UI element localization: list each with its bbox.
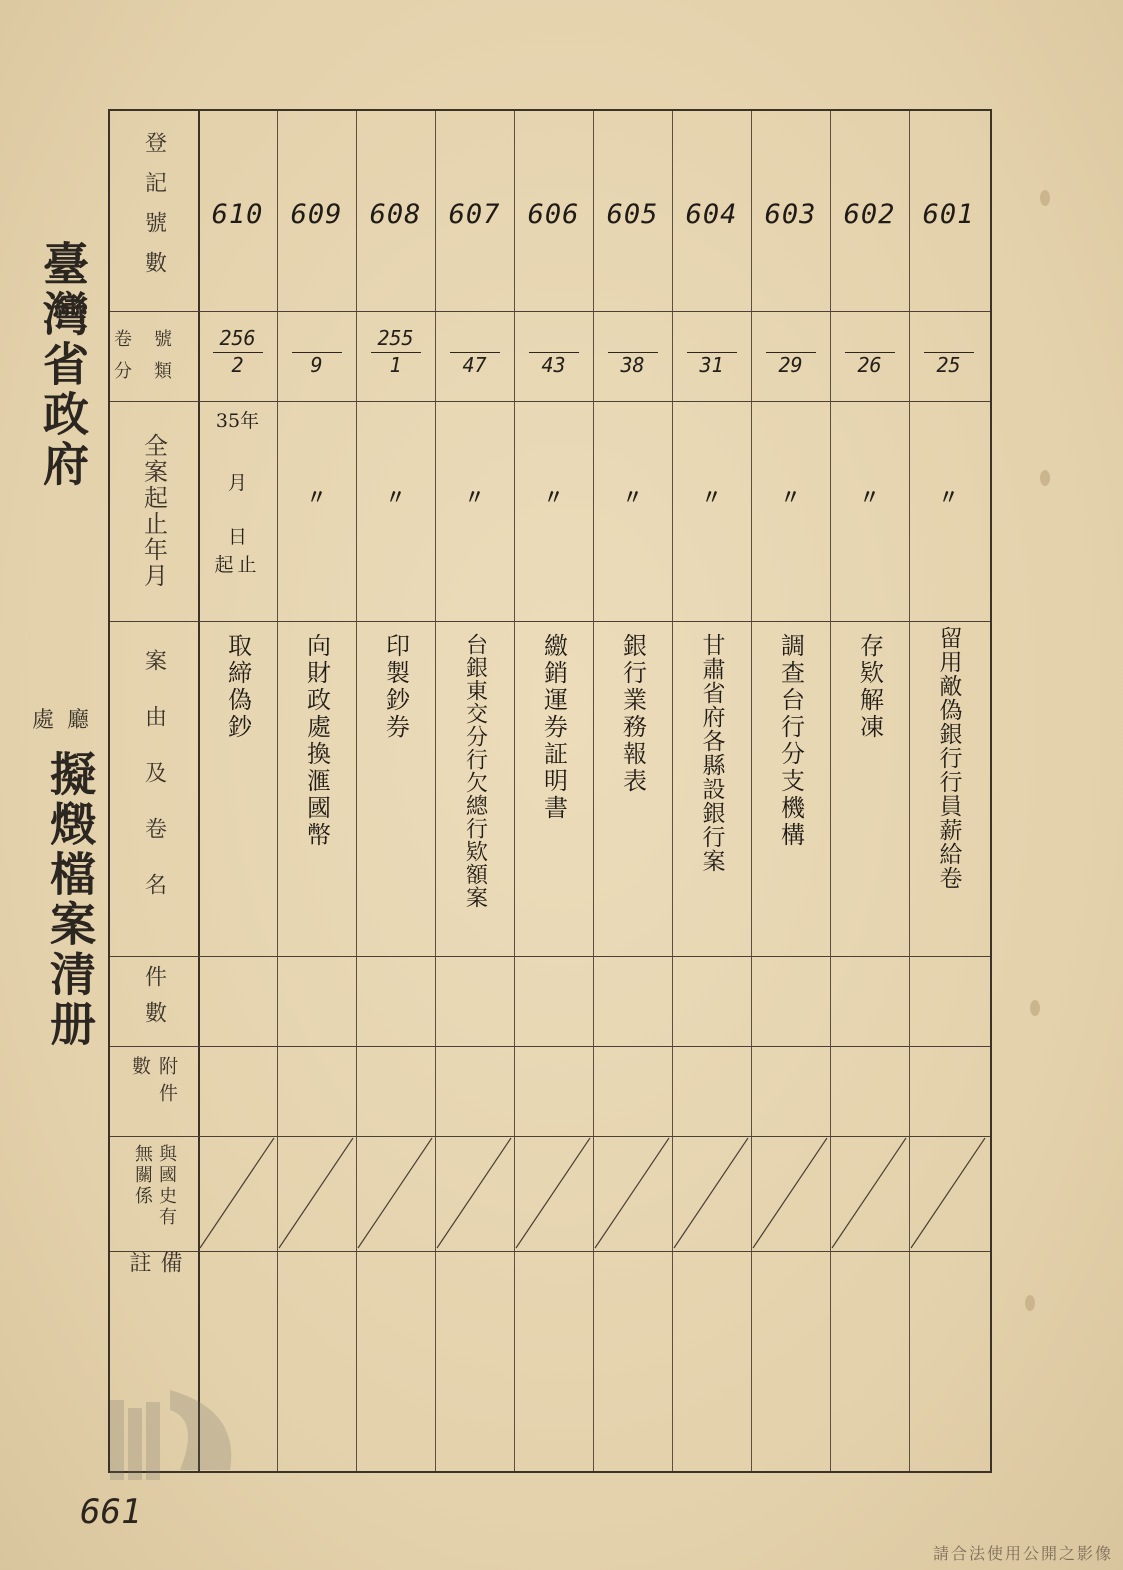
reg-number: 604 [685,199,738,230]
date-ditto: 〃 [938,485,959,509]
case-subject: 銀行業務報表 [618,633,647,795]
reg-number: 610 [211,199,264,230]
date-ditto: 〃 [543,485,564,509]
row-divider [110,311,990,312]
volume-number: 29 [751,326,830,377]
volume-number: 25 [909,326,988,377]
dept-labels [32,703,95,734]
reg-number: 606 [527,199,580,230]
register-table [108,109,992,1473]
date-ditto: 〃 [701,485,722,509]
usage-notice: 請合法使用公開之影像 [932,1544,1113,1563]
reg-number: 605 [606,199,659,230]
row-divider [110,1046,990,1047]
date-ditto: 〃 [622,485,643,509]
date-ditto: 〃 [464,485,485,509]
reg-number: 601 [922,199,975,230]
case-subject: 向財政處換滙國幣 [302,633,331,849]
header-relation: 與國史有無關係 [132,1143,177,1228]
row-divider [110,1251,990,1252]
header-attachments: 附件數 [129,1056,178,1110]
reg-number: 608 [369,199,422,230]
case-subject: 留用敵偽銀行行員薪給卷 [935,626,962,890]
case-subject: 甘肅省府各縣設銀行案 [698,633,725,873]
case-subject: 取締偽鈔 [223,633,252,741]
header-subject: 案由及卷名 [141,648,167,929]
register-title-text: 擬燬檔案清册 [43,750,97,1050]
volume-number: 26 [830,326,909,377]
header-notes: 備註 [126,1251,182,1383]
header-count: 件數 [141,965,167,1037]
reg-number: 607 [448,199,501,230]
relation-slashes [198,1136,988,1251]
date-range: 35年 月 日 起止 [214,410,261,576]
reg-number: 602 [843,199,896,230]
binder-hole [1040,470,1050,486]
header-volume [110,311,198,401]
government-name: 臺灣省政府 [36,240,90,490]
case-subject: 台銀東交分行欠總行欵額案 [462,633,488,909]
document-title [28,240,98,490]
archive-watermark-logo [70,1380,250,1490]
header-divider [198,111,200,1471]
dept-label-ting: 廳 [67,708,90,733]
header-volume-bottom: 分類 [114,361,194,382]
volume-number: 43 [514,326,593,377]
date-ditto: 〃 [306,485,327,509]
reg-number: 603 [764,199,817,230]
volume-number: 47 [435,326,514,377]
page-number: 661 [80,1492,142,1532]
binder-hole [1030,1000,1040,1016]
column-divider [830,111,831,1471]
row-divider [110,401,990,402]
reg-number: 609 [290,199,343,230]
date-ditto: 〃 [859,485,880,509]
header-date: 全案起止年月 [139,433,168,589]
case-subject: 印製鈔券 [381,633,410,741]
column-divider [356,111,357,1471]
volume-number: 256 2 [198,326,277,377]
binder-hole [1025,1295,1035,1311]
volume-number: 38 [593,326,672,377]
volume-number: 9 [277,326,356,377]
volume-number: 31 [672,326,751,377]
header-volume-top: 卷號 [114,329,194,350]
binder-hole [1040,190,1050,206]
row-divider [110,621,990,622]
date-ditto: 〃 [780,485,801,509]
register-title [40,750,100,1050]
case-subject: 繳銷運券証明書 [539,633,568,822]
case-subject: 存欵解凍 [855,633,884,741]
row-divider [110,956,990,957]
case-subject: 調查台行分支機構 [776,633,805,849]
dept-label-chu: 處 [32,708,55,733]
header-reg-no: 登記號數 [141,131,167,291]
volume-number: 255 1 [356,326,435,377]
date-ditto: 〃 [385,485,406,509]
